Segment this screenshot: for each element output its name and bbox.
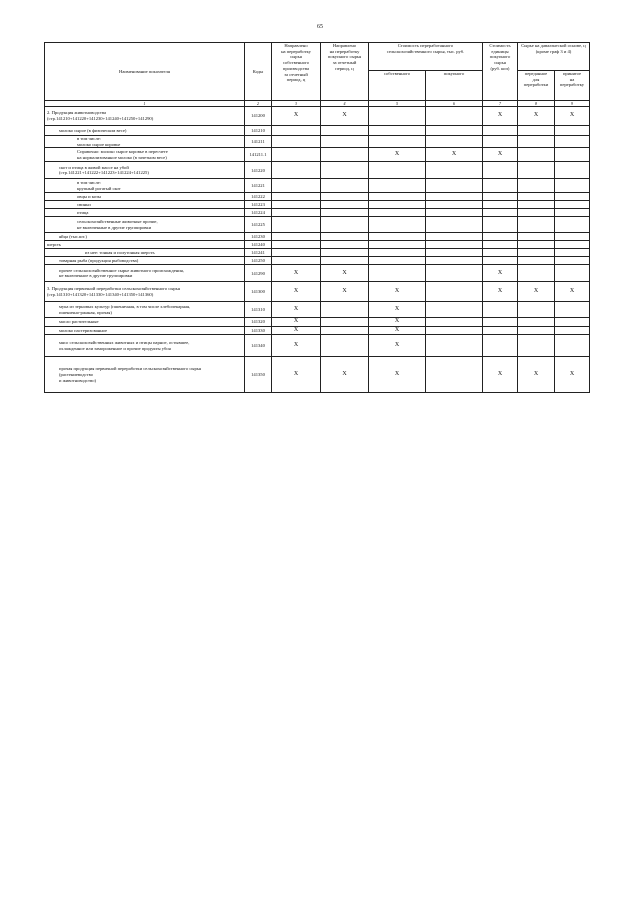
cell-empty xyxy=(483,126,518,136)
header-line: принятое xyxy=(562,71,582,76)
table-row xyxy=(45,265,590,282)
row-name xyxy=(45,318,245,327)
table-row xyxy=(45,326,590,335)
table-row xyxy=(45,148,590,162)
column-number: 7 xyxy=(483,101,518,107)
row-code: 141320 xyxy=(245,318,272,327)
row-name xyxy=(45,148,245,162)
cell-not-applicable: X xyxy=(555,282,590,302)
cell-empty xyxy=(483,335,518,357)
cell-empty xyxy=(483,136,518,148)
cell-empty xyxy=(369,249,426,257)
row-name xyxy=(45,209,245,217)
cell-empty xyxy=(321,257,369,265)
cell-empty xyxy=(518,209,555,217)
row-name-line: из нее: тонкая и полутонкая шерсть xyxy=(85,250,155,256)
column-number: 4 xyxy=(321,101,369,107)
header-line: на xyxy=(569,76,575,82)
cell-empty xyxy=(483,257,518,265)
row-name-line: и животноводство) xyxy=(59,377,97,383)
header-bought-raw xyxy=(321,43,369,101)
cell-empty xyxy=(426,136,483,148)
cell-empty xyxy=(555,257,590,265)
row-name-line: прочая продукция первичной переработки сельскохозяйственного сырья xyxy=(59,366,202,372)
row-name-line: мясо сельскохозяйственных животных и птицы парное, остывшее, xyxy=(59,340,190,346)
cell-empty xyxy=(321,201,369,209)
cell-not-applicable: X xyxy=(369,335,426,357)
row-name-line: (растениеводство xyxy=(59,372,94,378)
column-number: 6 xyxy=(426,101,483,107)
row-code: 141220 xyxy=(245,162,272,179)
cell-empty xyxy=(518,201,555,209)
row-code: 141241 xyxy=(245,249,272,257)
column-number: 2 xyxy=(245,101,272,107)
cell-empty xyxy=(483,179,518,193)
row-name-line: в том числе: xyxy=(77,180,101,186)
cell-empty xyxy=(426,107,483,126)
row-name-line: сельскохозяйственные животные прочие, xyxy=(77,219,158,225)
row-name-line: молоко сырое (в физическом весе) xyxy=(59,127,127,133)
cell-empty xyxy=(321,302,369,318)
row-name xyxy=(45,326,245,335)
row-name xyxy=(45,126,245,136)
header-line: период, ц xyxy=(286,77,306,83)
cell-empty xyxy=(483,326,518,335)
table-row xyxy=(45,249,590,257)
row-code: 141200 xyxy=(245,107,272,126)
header-line: (руб. коп) xyxy=(490,65,510,71)
header-line: для переработки xyxy=(523,76,549,88)
row-code: 141223 xyxy=(245,201,272,209)
row-code: 141350 xyxy=(245,357,272,393)
header-cost-group xyxy=(369,43,483,71)
row-name-line: (стр.141221+141222+141223+141224+141225) xyxy=(59,170,149,176)
header-line: покупного сырья xyxy=(327,54,362,60)
cell-empty xyxy=(321,233,369,241)
cell-not-applicable: X xyxy=(555,107,590,126)
cell-empty xyxy=(321,241,369,249)
row-code: 141310 xyxy=(245,302,272,318)
header-line: сырья xyxy=(494,60,506,66)
table-row xyxy=(45,335,590,357)
table-row xyxy=(45,179,590,193)
cell-empty xyxy=(555,193,590,201)
cell-empty xyxy=(518,302,555,318)
cell-empty xyxy=(369,241,426,249)
cell-empty xyxy=(369,265,426,282)
cell-empty xyxy=(518,233,555,241)
cell-empty xyxy=(518,257,555,265)
cell-empty xyxy=(483,217,518,233)
row-name xyxy=(45,265,245,282)
cell-not-applicable: X xyxy=(483,265,518,282)
row-name-line: молоко сырое коровье xyxy=(77,141,121,147)
cell-not-applicable: X xyxy=(369,302,426,318)
cell-not-applicable: X xyxy=(483,148,518,162)
table-row xyxy=(45,162,590,179)
cell-empty xyxy=(555,136,590,148)
cell-empty xyxy=(272,233,321,241)
row-name xyxy=(45,233,245,241)
row-name-line: 2. Продукция животноводства xyxy=(47,110,107,116)
cell-empty xyxy=(321,217,369,233)
cell-empty xyxy=(369,257,426,265)
table-row xyxy=(45,209,590,217)
cell-empty xyxy=(483,302,518,318)
cell-empty xyxy=(272,257,321,265)
cell-not-applicable: X xyxy=(272,282,321,302)
row-name xyxy=(45,179,245,193)
cell-empty xyxy=(272,162,321,179)
cell-empty xyxy=(483,241,518,249)
header-line: за отчетный xyxy=(284,71,308,77)
cell-not-applicable: X xyxy=(369,357,426,393)
cell-empty xyxy=(483,162,518,179)
cell-empty xyxy=(426,257,483,265)
header-line: покупного xyxy=(489,54,511,60)
header-line: на переработку xyxy=(281,48,311,54)
row-name-line: (стр.141210+141220+141230+141240+141250+141290) xyxy=(47,116,154,121)
row-code: 141222 xyxy=(245,193,272,201)
row-name xyxy=(45,107,245,126)
cell-empty xyxy=(555,201,590,209)
row-name xyxy=(45,282,245,302)
cell-not-applicable: X xyxy=(321,107,369,126)
cell-empty xyxy=(518,148,555,162)
cell-empty xyxy=(272,148,321,162)
row-name xyxy=(45,217,245,233)
row-name-line: крупный рогатый скот xyxy=(77,185,121,191)
header-line: переработку xyxy=(559,82,585,88)
cell-empty xyxy=(272,209,321,217)
cell-empty xyxy=(321,136,369,148)
cell-empty xyxy=(369,162,426,179)
row-name-line: молоко пастеризованное xyxy=(59,327,108,333)
table-row xyxy=(45,302,590,318)
cell-empty xyxy=(426,335,483,357)
table-row xyxy=(45,282,590,302)
header-tolling-sent xyxy=(518,71,555,101)
header-line: собственного xyxy=(282,60,310,66)
cell-empty xyxy=(555,249,590,257)
cell-empty xyxy=(483,249,518,257)
row-code: 141225 xyxy=(245,217,272,233)
table-row xyxy=(45,201,590,209)
header-line: сырья xyxy=(290,54,302,60)
cell-empty xyxy=(483,233,518,241)
cell-empty xyxy=(369,126,426,136)
cell-empty xyxy=(518,318,555,327)
cell-empty xyxy=(426,209,483,217)
header-code: Коды xyxy=(245,43,272,101)
cell-not-applicable: X xyxy=(518,107,555,126)
cell-empty xyxy=(369,209,426,217)
column-number: 9 xyxy=(555,101,590,107)
header-name: Наименование показателя xyxy=(45,43,245,101)
cell-empty xyxy=(518,265,555,282)
header-cost-own: собственного xyxy=(369,71,426,101)
cell-empty xyxy=(426,326,483,335)
cell-empty xyxy=(518,241,555,249)
row-code: 141210 xyxy=(245,126,272,136)
row-name xyxy=(45,302,245,318)
cell-empty xyxy=(321,335,369,357)
cell-empty xyxy=(555,326,590,335)
cell-empty xyxy=(272,201,321,209)
row-name xyxy=(45,335,245,357)
row-code: 141221 xyxy=(245,179,272,193)
cell-empty xyxy=(518,335,555,357)
header-unit-cost xyxy=(483,43,518,101)
cell-empty xyxy=(426,193,483,201)
production-table xyxy=(44,42,590,393)
cell-empty xyxy=(426,318,483,327)
header-line: период, ц xyxy=(335,65,354,71)
cell-not-applicable: X xyxy=(272,357,321,393)
header-tolling-group xyxy=(518,43,590,71)
row-name xyxy=(45,162,245,179)
row-code: 141300 xyxy=(245,282,272,302)
cell-empty xyxy=(518,193,555,201)
cell-empty xyxy=(321,326,369,335)
cell-not-applicable: X xyxy=(272,318,321,327)
cell-not-applicable: X xyxy=(272,335,321,357)
cell-empty xyxy=(555,179,590,193)
cell-not-applicable: X xyxy=(369,318,426,327)
cell-not-applicable: X xyxy=(272,302,321,318)
cell-empty xyxy=(483,318,518,327)
row-name-line: Справочно: молоко сырое коровье в пересчете xyxy=(77,149,168,155)
cell-not-applicable: X xyxy=(321,357,369,393)
cell-empty xyxy=(518,136,555,148)
cell-empty xyxy=(518,179,555,193)
cell-empty xyxy=(426,302,483,318)
table-row xyxy=(45,233,590,241)
header-line: на переработку xyxy=(329,48,360,54)
cell-empty xyxy=(321,179,369,193)
cell-empty xyxy=(555,233,590,241)
cell-empty xyxy=(555,265,590,282)
cell-empty xyxy=(426,249,483,257)
cell-empty xyxy=(272,193,321,201)
table-row xyxy=(45,257,590,265)
row-name-line: на нормализованное молоко (в зачетном весе) xyxy=(77,154,167,160)
cell-empty xyxy=(369,193,426,201)
row-name-line: птица xyxy=(77,210,89,216)
cell-empty xyxy=(272,217,321,233)
row-name-line: прочее сельскохозяйственное сырье животного происхождения, xyxy=(59,267,184,273)
cell-empty xyxy=(321,148,369,162)
cell-empty xyxy=(426,162,483,179)
cell-empty xyxy=(369,217,426,233)
column-number: 8 xyxy=(518,101,555,107)
row-name-line: пшенично-ржаная, прочая) xyxy=(59,309,112,315)
row-code: 141211.1 xyxy=(245,148,272,162)
cell-empty xyxy=(321,209,369,217)
cell-not-applicable: X xyxy=(483,357,518,393)
cell-empty xyxy=(483,193,518,201)
row-code: 141211 xyxy=(245,136,272,148)
cell-not-applicable: X xyxy=(518,357,555,393)
cell-empty xyxy=(321,249,369,257)
header-line: Сырье на давальческой основе, ц xyxy=(521,43,586,48)
row-name xyxy=(45,241,245,249)
cell-empty xyxy=(272,241,321,249)
row-code: 141330 xyxy=(245,326,272,335)
header-line: (кроме граф 3 и 4) xyxy=(535,48,572,54)
row-name-line: мука из зерновых культур (пшеничная, в том числе хлебопекарная, xyxy=(59,304,191,310)
page-number: 65 xyxy=(317,24,323,30)
column-number: 3 xyxy=(272,101,321,107)
row-code: 141250 xyxy=(245,257,272,265)
row-name xyxy=(45,201,245,209)
cell-empty xyxy=(483,201,518,209)
cell-empty xyxy=(426,357,483,393)
row-name-line: (стр.141310+141320+141330+141340+141350+141360) xyxy=(47,291,154,297)
cell-empty xyxy=(518,249,555,257)
cell-empty xyxy=(518,126,555,136)
column-number: 1 xyxy=(45,101,245,107)
row-name-line: не включенные в другие группировки xyxy=(77,224,152,230)
row-name-line: охлажденное или замороженное и прочие продукты убоя xyxy=(59,345,171,351)
table-row xyxy=(45,193,590,201)
cell-empty xyxy=(426,233,483,241)
cell-empty xyxy=(369,107,426,126)
cell-not-applicable: X xyxy=(483,107,518,126)
row-name-line: не включенное в другие группировки xyxy=(59,273,133,279)
row-name-line: скот и птица в живой массе на убой xyxy=(59,164,129,170)
cell-empty xyxy=(518,326,555,335)
row-name-line: товарная рыба (продукция рыбоводства) xyxy=(59,258,139,264)
row-name-line: в том числе: xyxy=(77,136,101,141)
cell-empty xyxy=(426,241,483,249)
row-name-line: 3. Продукция первичной переработки сельскохозяйственного сырья xyxy=(47,286,180,292)
cell-empty xyxy=(321,162,369,179)
cell-empty xyxy=(321,318,369,327)
cell-empty xyxy=(272,136,321,148)
table-row xyxy=(45,107,590,126)
cell-empty xyxy=(272,179,321,193)
cell-empty xyxy=(555,126,590,136)
cell-empty xyxy=(555,318,590,327)
row-name-line: свиньи xyxy=(77,202,91,208)
cell-empty xyxy=(426,179,483,193)
row-code: 141340 xyxy=(245,335,272,357)
row-name-line: овцы и козы xyxy=(77,194,101,200)
row-code: 141240 xyxy=(245,241,272,249)
header-line: Стоимость xyxy=(489,43,511,48)
row-name xyxy=(45,257,245,265)
header-line: Направлено xyxy=(284,43,308,48)
cell-empty xyxy=(272,126,321,136)
column-number: 5 xyxy=(369,101,426,107)
cell-not-applicable: X xyxy=(518,282,555,302)
cell-not-applicable: X xyxy=(272,265,321,282)
row-name-line: масло растительные xyxy=(59,319,99,325)
table-row xyxy=(45,241,590,249)
cell-not-applicable: X xyxy=(321,265,369,282)
header-line: сельскохозяйственного сырья, тыс. руб. xyxy=(386,48,465,54)
header-line: переданное xyxy=(524,71,548,76)
header-line: Направлено xyxy=(332,43,357,48)
row-name xyxy=(45,357,245,393)
cell-not-applicable: X xyxy=(369,282,426,302)
cell-not-applicable: X xyxy=(483,282,518,302)
cell-not-applicable: X xyxy=(369,148,426,162)
cell-empty xyxy=(369,201,426,209)
cell-empty xyxy=(321,193,369,201)
cell-not-applicable: X xyxy=(321,282,369,302)
row-code: 141230 xyxy=(245,233,272,241)
row-name-line: яйца (тыс.шт.) xyxy=(59,234,87,240)
cell-empty xyxy=(555,148,590,162)
cell-empty xyxy=(555,241,590,249)
cell-empty xyxy=(369,233,426,241)
row-code: 141290 xyxy=(245,265,272,282)
cell-empty xyxy=(555,302,590,318)
cell-empty xyxy=(272,249,321,257)
cell-empty xyxy=(555,335,590,357)
header-line: Стоимость переработанного xyxy=(397,43,454,48)
table-row xyxy=(45,318,590,327)
cell-not-applicable: X xyxy=(272,107,321,126)
header-line: единицы xyxy=(491,48,509,54)
cell-empty xyxy=(426,217,483,233)
header-line: производства xyxy=(282,65,310,71)
row-name xyxy=(45,249,245,257)
cell-not-applicable: X xyxy=(426,148,483,162)
cell-empty xyxy=(369,179,426,193)
cell-empty xyxy=(555,217,590,233)
row-name xyxy=(45,193,245,201)
header-cost-bought: покупного xyxy=(426,71,483,101)
cell-empty xyxy=(518,217,555,233)
cell-empty xyxy=(369,136,426,148)
row-name-line: шерсть xyxy=(47,242,62,248)
table-row xyxy=(45,136,590,148)
cell-empty xyxy=(321,126,369,136)
cell-empty xyxy=(555,209,590,217)
header-own-raw xyxy=(272,43,321,101)
cell-empty xyxy=(426,126,483,136)
cell-empty xyxy=(426,282,483,302)
cell-empty xyxy=(483,209,518,217)
cell-empty xyxy=(426,265,483,282)
table-row xyxy=(45,357,590,393)
cell-not-applicable: X xyxy=(272,326,321,335)
row-name xyxy=(45,136,245,148)
row-code: 141224 xyxy=(245,209,272,217)
header-line: за отчетный xyxy=(332,60,357,66)
header-tolling-received xyxy=(555,71,590,101)
cell-not-applicable: X xyxy=(369,326,426,335)
table-row xyxy=(45,217,590,233)
cell-empty xyxy=(555,162,590,179)
cell-empty xyxy=(518,162,555,179)
cell-empty xyxy=(426,201,483,209)
cell-not-applicable: X xyxy=(555,357,590,393)
table-row xyxy=(45,126,590,136)
